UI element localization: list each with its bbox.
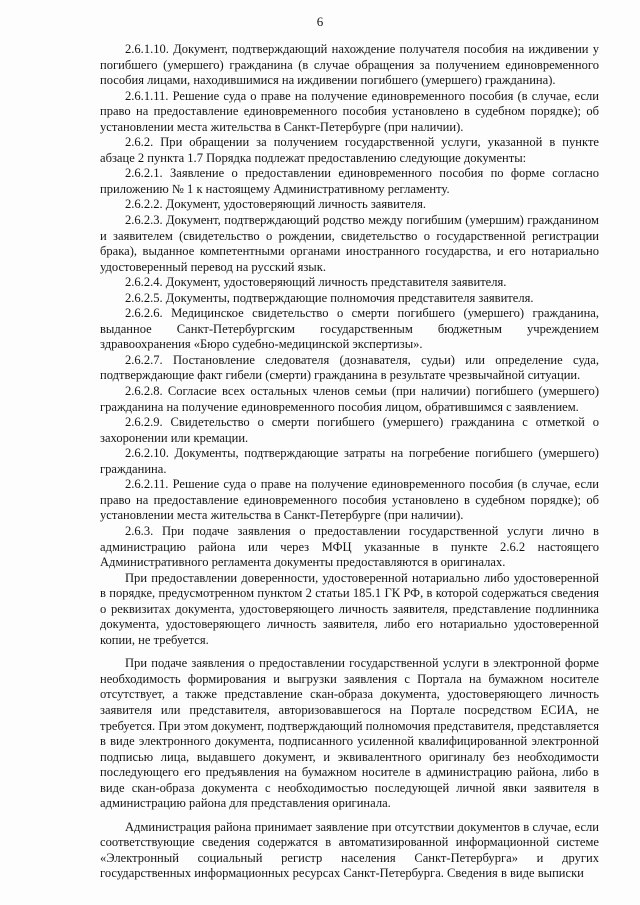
paragraph-2-6-2-3: 2.6.2.3. Документ, подтверждающий родство между погибшим (умершим) гражданином и заявителем (свидетельство о рождении, свидетельство о государственной регистрации брака), выданное компетентными органами иностранного государства, и его нотариально удостоверенный перевод на русский язык. xyxy=(100,213,599,274)
paragraph-electronic-submission: При подаче заявления о предоставлении государственной услуги в электронной форме необходимость формирования и выгрузки заявления с Портала на бумажном носителе отсутствует, а также представление скан-образа документа, удостоверяющего личность заявителя или представителя, авторизовавшегося на Портале посредством ЕСИА, не требуется. При этом документ, подтверждающий полномочия представителя, представляется в виде электронного документа, подписанного усиленной квалифицированной электронной подписью лица, выдавшего документ, и эквивалентного оригиналу без необходимости последующего его предъявления на бумажном носителе в администрацию района, либо в виде скан-образа документа с необходимостью последующей личной явки заявителя в администрацию района для представления оригинала. xyxy=(100,656,599,811)
paragraph-2-6-2-11: 2.6.2.11. Решение суда о праве на получение единовременного пособия (в случае, если право на предоставление единовременного пособия установлено в судебном порядке); об установлении места жительства в Санкт-Петербурге (при наличии). xyxy=(100,477,599,523)
document-body xyxy=(100,42,599,882)
paragraph-2-6-2-5: 2.6.2.5. Документы, подтверждающие полномочия представителя заявителя. xyxy=(125,290,534,305)
paragraph-district-administration: Администрация района принимает заявление при отсутствии документов в случае, если соответствующие сведения содержатся в автоматизированной информационной системе «Электронный социальный регистр населения Санкт-Петербурга» и других государственных информационных ресурсах Санкт-Петербурга. Сведения в виде выписки xyxy=(100,819,599,881)
paragraph-2-6-2-10: 2.6.2.10. Документы, подтверждающие затраты на погребение погибшего (умершего) гражданина. xyxy=(100,446,599,476)
paragraph-power-of-attorney: При предоставлении доверенности, удостоверенной нотариально либо удостоверенной в порядке, предусмотренном пунктом 2 статьи 185.1 ГК РФ, в которой содержаться сведения о реквизитах документа, удостоверяющего личность заявителя, представление подлинника документа, удостоверяющего личность заявителя, либо его нотариально удостоверенной копии, не требуется. xyxy=(100,570,599,647)
page-number: 6 xyxy=(316,14,324,29)
paragraph-2-6-3: 2.6.3. При подаче заявления о предоставлении государственной услуги лично в администрацию района или через МФЦ указанные в пункте 2.6.2 настоящего Административного регламента документы предоставляются в оригиналах. xyxy=(100,523,599,570)
paragraph-2-6-2-7: 2.6.2.7. Постановление следователя (дознавателя, судьи) или определение суда, подтверждающие факт гибели (смерти) гражданина в результате чрезвычайной ситуации. xyxy=(100,352,599,383)
paragraph-2-6-1-11: 2.6.1.11. Решение суда о праве на получение единовременного пособия (в случае, если право на предоставление единовременного пособия установлено в судебном порядке); об установлении места жительства в Санкт-Петербурге (при наличии). xyxy=(100,88,599,134)
paragraph-2-6-2-1: 2.6.2.1. Заявление о предоставлении единовременного пособия по форме согласно приложению № 1 к настоящему Административному регламенту. xyxy=(100,166,599,196)
paragraph-2-6-2-4: 2.6.2.4. Документ, удостоверяющий личность представителя заявителя. xyxy=(125,275,507,290)
paragraph-2-6-2-9: 2.6.2.9. Свидетельство о смерти погибшего (умершего) гражданина с отметкой о захоронении или кремации. xyxy=(100,415,599,445)
paragraph-2-6-2-6: 2.6.2.6. Медицинское свидетельство о смерти погибшего (умершего) гражданина, выданное Санкт-Петербургским государственным бюджетным учреждением здравоохранения «Бюро судебно-медицинской экспертизы». xyxy=(100,306,599,352)
paragraph-2-6-2-2: 2.6.2.2. Документ, удостоверяющий личность заявителя. xyxy=(125,197,427,212)
paragraph-2-6-2: 2.6.2. При обращении за получением государственной услуги, указанной в пункте абзаце 2 пункта 1.7 Порядка подлежат предоставлению следующие документы: xyxy=(100,135,599,165)
paragraph-2-6-1-10: 2.6.1.10. Документ, подтверждающий нахождение получателя пособия на иждивении у погибшего (умершего) гражданина (в случае обращения за получением единовременного пособия лицами, находившимися на иждивении погибшего (умершего) гражданина). xyxy=(100,42,599,88)
paragraph-2-6-2-8: 2.6.2.8. Согласие всех остальных членов семьи (при наличии) погибшего (умершего) гражданина на получение единовременного пособия лицом, обратившимся с заявлением. xyxy=(100,384,599,414)
